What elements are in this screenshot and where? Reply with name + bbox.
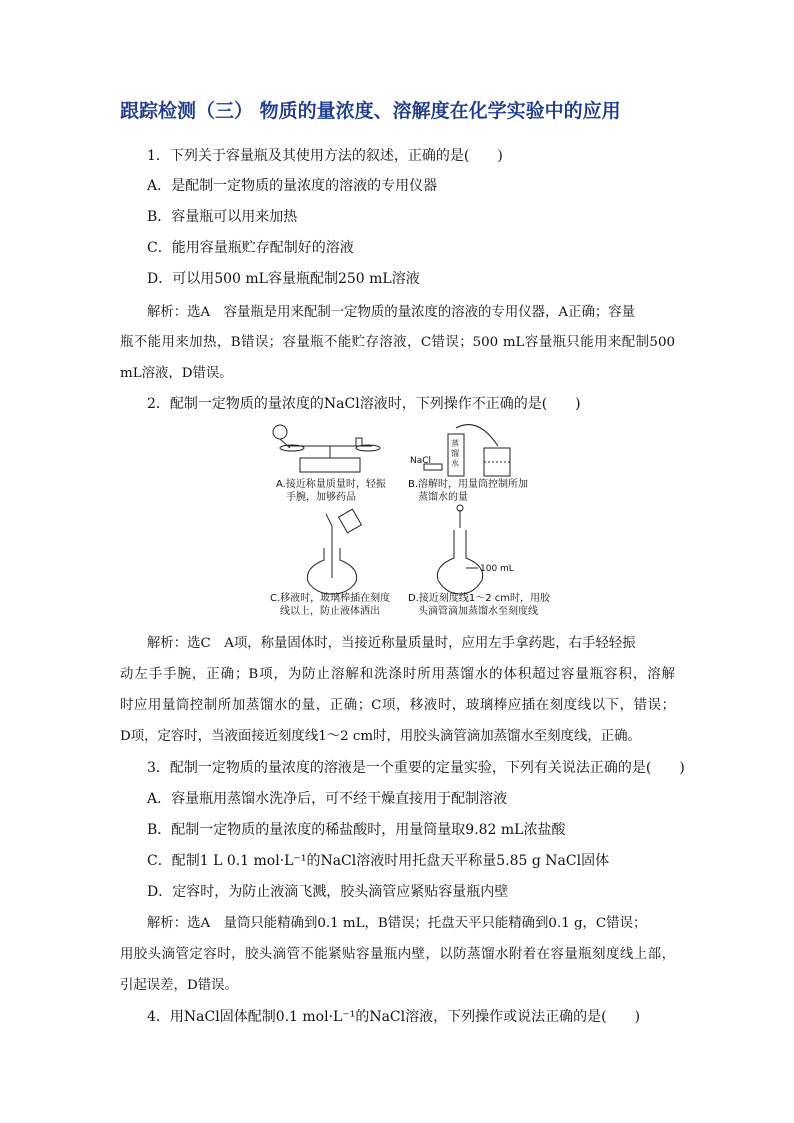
balance-illustration: [273, 425, 380, 472]
figure-caption-a-line-1: A.接近称量质量时，轻振: [276, 479, 386, 490]
question-3-stem: 3．配制一定物质的量浓度的溶液是一个重要的定量实验，下列有关说法正确的是( ): [147, 760, 685, 776]
question-1-option-c: C．能用容量瓶贮存配制好的溶液: [147, 240, 354, 256]
question-1-option-b: B．容量瓶可以用来加热: [147, 209, 298, 225]
figure-caption-d-line-2: 头滴管滴加蒸馏水至刻度线: [418, 606, 538, 617]
figure-caption-c: [270, 592, 390, 618]
question-3-analysis-line: 引起误差，D错误。: [120, 978, 238, 993]
dissolving-illustration: [424, 425, 510, 476]
question-2-analysis-line: 动左手手腕，正确；B项，为防止溶解和洗涤时所用蒸馏水的体积超过容量瓶容积，溶解: [120, 667, 675, 682]
question-3-analysis-line: 用胶头滴管定容时，胶头滴管不能紧贴容量瓶内壁，以防蒸馏水附着在容量瓶刻度线上部，: [120, 947, 675, 962]
experiment-figure: [260, 418, 560, 618]
volume-label: 100 mL: [480, 564, 514, 574]
question-1-analysis-line: 解析：选A 容量瓶是用来配制一定物质的量浓度的溶液的专用仪器，A正确；容量: [147, 305, 636, 320]
question-3-option-b: B．配制一定物质的量浓度的稀盐酸时，用量筒量取9.82 mL浓盐酸: [147, 822, 566, 838]
page-title: 跟踪检测（三） 物质的量浓度、溶解度在化学实验中的应用: [120, 100, 621, 122]
question-3-option-c: C．配制1 L 0.1 mol·L⁻¹的NaCl溶液时用托盘天平称量5.85 g NaCl固体: [147, 853, 610, 869]
question-3-option-d: D．定容时，为防止液滴飞溅，胶头滴管应紧贴容量瓶内壁: [147, 884, 509, 900]
question-1-option-d: D．可以用500 mL容量瓶配制250 mL溶液: [147, 271, 420, 287]
question-4-stem: 4．用NaCl固体配制0.1 mol·L⁻¹的NaCl溶液，下列操作或说法正确的是( ): [147, 1009, 641, 1025]
figure-caption-b: [408, 478, 528, 504]
water-label-1: 蒸: [451, 439, 459, 448]
question-2-stem: 2．配制一定物质的量浓度的NaCl溶液时，下列操作不正确的是( ): [147, 396, 581, 412]
water-label-2: 馏: [451, 449, 459, 458]
question-1-option-a: A．是配制一定物质的量浓度的溶液的专用仪器: [147, 178, 438, 194]
figure-caption-b-line-2: 蒸馏水的量: [418, 492, 468, 503]
question-3-option-a: A．容量瓶用蒸馏水洗净后，可不经干燥直接用于配制溶液: [147, 791, 508, 807]
dropper-illustration: [437, 505, 482, 594]
figure-caption-c-line-2: 线以上，防止液体洒出: [280, 606, 380, 617]
figure-caption-c-line-1: C.移液时，玻璃棒插在刻度: [270, 593, 391, 604]
water-label-3: 水: [451, 459, 459, 468]
question-2-analysis-line: 解析：选C A项，称量固体时，当接近称量质量时，应用左手拿药匙，右手轻轻振: [147, 636, 636, 651]
question-3-analysis-line: 解析：选A 量筒只能精确到0.1 mL，B错误；托盘天平只能精确到0.1 g，C错误；: [147, 916, 647, 931]
figure-caption-d-line-1: D.接近刻度线1～2 cm时，用胶: [408, 593, 551, 604]
figure-caption-a: [276, 478, 386, 504]
question-2-analysis-line: D项，定容时，当液面接近刻度线1～2 cm时，用胶头滴管滴加蒸馏水至刻度线，正确。: [120, 729, 641, 744]
question-1-stem: 1．下列关于容量瓶及其使用方法的叙述，正确的是( ): [147, 148, 503, 164]
question-1-analysis-line: mL溶液，D错误。: [120, 366, 233, 381]
figure-caption-a-line-2: 手腕，加够药品: [286, 492, 356, 503]
transfer-illustration: [307, 509, 361, 594]
figure-caption-b-line-1: B.溶解时，用量筒控制所加: [408, 479, 529, 490]
question-2-analysis-line: 时应用量筒控制所加蒸馏水的量，正确；C项，移液时，玻璃棒应插在刻度线以下，错误；: [120, 698, 675, 713]
question-1-analysis-line: 瓶不能用来加热，B错误；容量瓶不能贮存溶液，C错误；500 mL容量瓶只能用来配制500: [120, 335, 675, 350]
figure-caption-d: [408, 592, 550, 618]
nacl-label: NaCl: [410, 456, 432, 466]
